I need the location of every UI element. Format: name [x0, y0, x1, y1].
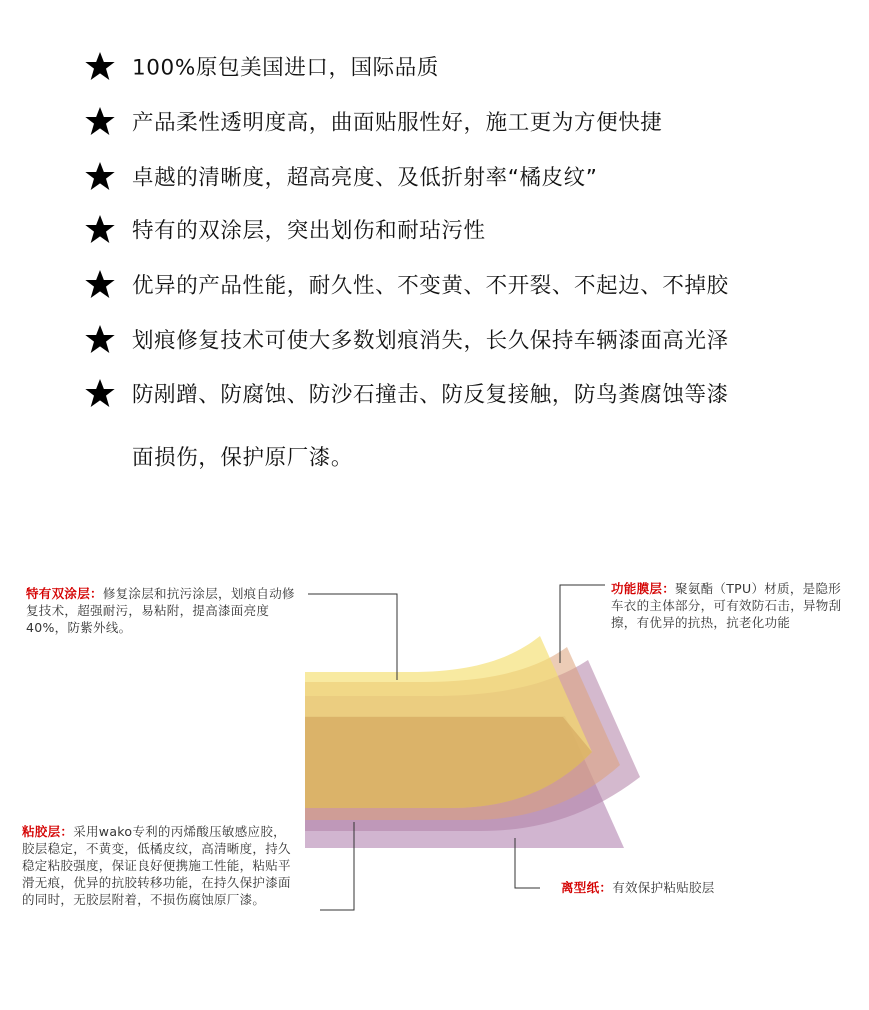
callout-adhesive-title: 粘胶层：	[22, 824, 74, 839]
feature-text: 特有的双涂层，突出划伤和耐玷污性	[132, 218, 486, 244]
feature-text: 划痕修复技术可使大多数划痕消失，长久保持车辆漆面高光泽	[132, 328, 729, 354]
callout-liner-text: 有效保护粘贴胶层	[612, 880, 715, 895]
feature-text: 100%原包美国进口，国际品质	[132, 55, 439, 81]
callout-coating-text: 修复涂层和抗污涂层，划痕自动修复技术，超强耐污，易粘附，提高漆面亮度40%，防紫外线。	[26, 586, 295, 635]
feature-text: 产品柔性透明度高，曲面贴服性好，施工更为方便快捷	[132, 110, 663, 136]
feature-text: 卓越的清晰度，超高亮度、及低折射率“橘皮纹”	[132, 165, 598, 191]
feature-text: 防剐蹭、防腐蚀、防沙石撞击、防反复接触，防鸟粪腐蚀等漆	[132, 382, 729, 408]
callout-adhesive	[22, 823, 292, 908]
callout-coating	[26, 585, 296, 636]
callout-film	[611, 580, 851, 631]
callout-coating-title: 特有双涂层：	[26, 586, 103, 601]
feature-text: 优异的产品性能，耐久性、不变黄、不开裂、不起边、不掉胶	[132, 273, 729, 299]
callout-liner	[561, 879, 801, 896]
callout-film-text: 聚氨酯（TPU）材质，是隐形车衣的主体部分，可有效防石击，异物刮擦，有优异的抗热，抗老化功能	[611, 581, 842, 630]
callout-liner-title: 离型纸：	[561, 880, 613, 895]
coating-leader-line	[308, 594, 397, 680]
feature-continuation: 面损伤，保护原厂漆。	[132, 445, 354, 471]
callout-adhesive-text: 采用wako专利的丙烯酸压敏感应胶，胶层稳定，不黄变，低橘皮纹，高清晰度，持久稳定粘胶强度，保证良好便携施工性能，粘贴平滑无痕，优异的抗胶转移功能，在持久保护漆面的同时，无胶层附着，不损伤腐蚀原厂漆。	[22, 824, 291, 907]
callout-film-title: 功能膜层：	[611, 581, 676, 596]
